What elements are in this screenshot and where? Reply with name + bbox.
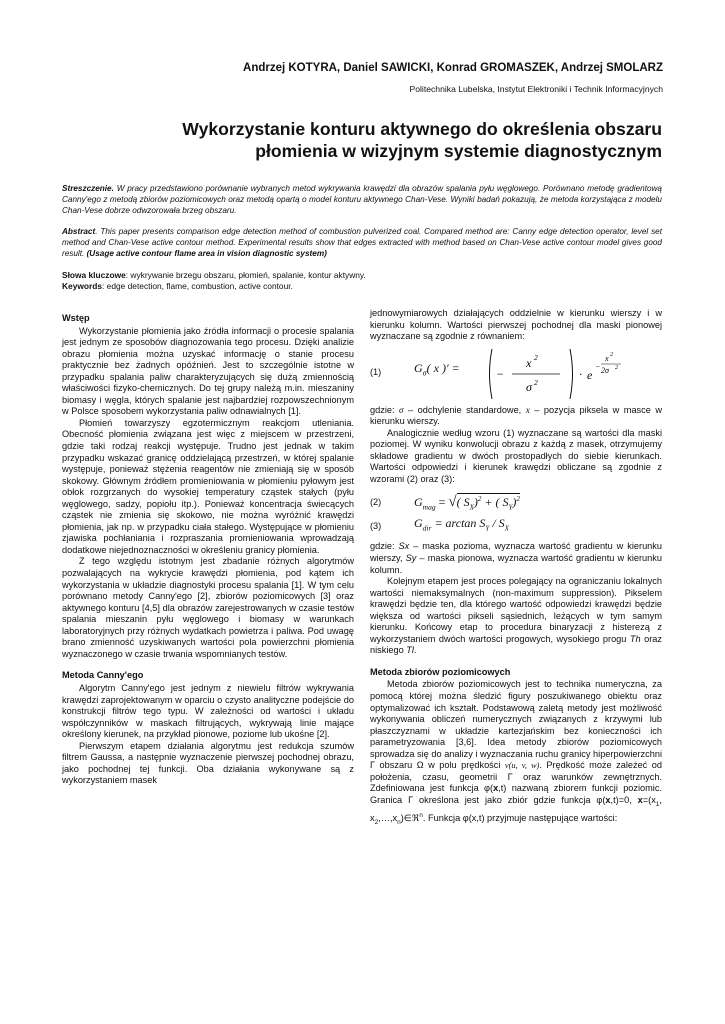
eq-exp-numerator-power: 2 xyxy=(610,351,613,358)
eq-symbol: G xyxy=(414,360,423,375)
paragraph: gdzie: σ – odchylenie standardowe, x – pozycja piksela w masce w kierunku wierszy. xyxy=(370,404,662,427)
streszczenie-label: Streszczenie. xyxy=(62,184,114,193)
keywords-en-label: Keywords xyxy=(62,281,103,291)
eq-exp-numerator: x xyxy=(605,353,609,363)
title-line-1: Wykorzystanie konturu aktywnego do określenia obszaru xyxy=(182,119,662,139)
eq-exp-denominator-power: 2 xyxy=(615,364,618,371)
eq-exp-denominator: 2σ xyxy=(601,365,609,375)
paragraph: jednowymiarowych działających oddzielnie w kierunku wierszy i w kierunku kolumn. Wartości pierwszej pochodnej dla maski pionowej wyznaczane są zgodnie z równaniem: xyxy=(370,308,662,342)
eq-subscript: σ xyxy=(422,368,427,378)
equation-number: (1) xyxy=(370,366,382,377)
equation-number: (2) xyxy=(370,497,382,508)
eq-numerator: x xyxy=(526,355,532,370)
paragraph: gdzie: Sx – maska pozioma, wyznacza wartość gradientu w kierunku wierszy, Sy – maska pionowa, wyznacza wartość gradientu w kierunku kolumn. xyxy=(370,541,662,575)
paragraph: Analogicznie według wzoru (1) wyznaczane są wartości dla maski poziomej. W wyniku konwolucji obrazu z każdą z masek, otrzymujemy składowe gradientu w dwóch prostopadłych do siebie kierunkach. Wartości odpowiedzi i kierunek krawędzi obliczane są zgodnie z wzorami (2) oraz (3): xyxy=(370,427,662,484)
abstract xyxy=(62,226,662,259)
eq-exp-base: e xyxy=(587,367,593,382)
paragraph: Algorytm Canny'ego jest jednym z niewielu filtrów wykrywania krawędzi zaprojektowanym w oparciu o czysto analityczne podejście do konstrukcji filtrów tego typu. W zależności od wartości i układu współczynników w maskach filtrujących, wykrywają linie mające określony kierunek, na przykład pionowe, poziome lub ukośne [2]. xyxy=(62,682,354,740)
equation-1-fraction xyxy=(486,345,646,403)
keywords-pl-text: : wykrywanie brzegu obszaru, płomień, spalanie, kontur aktywny. xyxy=(125,270,366,280)
eq-numerator-power: 2 xyxy=(534,352,538,362)
section-heading-canny: Metoda Canny'ego xyxy=(62,670,144,681)
keywords-pl xyxy=(62,270,662,281)
paragraph: Kolejnym etapem jest proces polegający na ograniczaniu lokalnych wartości niemaksymalnych (non-maximum suppression). Pikselem krawędzi będzie ten, dla którego wartość odpowiedzi krawędzi będzie większa od wartości pikseli sąsiednich, leżących w tym samym kierunku. Końcowy etap to procedura binaryzacji z histerezą z wykorzystaniem dwóch wartości progowych, wysokiego progu Th oraz niskiego Tl. xyxy=(370,576,662,656)
paragraph: Z tego względu istotnym jest zbadanie różnych algorytmów pozwalających na wykrycie krawędzi płomienia, pod kątem ich wykorzystania w układzie diagnostyki procesu spalania [1]. W tym celu porównano metody Canny'ego [2], zbiorów poziomicowych [3] oraz aktywnego konturu [4,5] dla obrazów zarejestrowanych w czasie testów spalania mieszanin pyłu węglowego i biomasy w warunkach laboratoryjnych przy różnych wydatkach powietrza i paliwa. Pod uwagę brano zmienność uzyskiwanych wartości pola powierzchni płomienia wyznaczonego w czasie trwania wspomnianych testów. xyxy=(62,556,354,659)
paragraph: Wykorzystanie płomienia jako źródła informacji o procesie spalania jest jednym ze sposobów diagnozowania tego procesu. Dzięki analizie obrazu płomienia można uzyskać informację o stanie procesu praktycznie bez żadnych opóźnień. Jest to szczególnie istotne w przypadku spalania paliw charakteryzujących się dużą zmiennością właściwości fizyko-chemicznych. Do tej grupy należą m.in. mieszaniny biomasy i węgla, których spalanie jest najbardziej rozpowszechnionym w Polsce sposobem wykorzystania paliw odnawialnych [1]. xyxy=(62,325,354,417)
eq-denominator-power: 2 xyxy=(534,377,538,387)
equation-2: (2) $G_{mag}$ = √( $S_X)^2$ + ( $S_Y)^2$ xyxy=(370,494,520,512)
eq-minus: − xyxy=(496,366,505,381)
equation-3: (3) $G_{dir} = \arctan S_Y / S_X$ xyxy=(370,516,509,533)
abstract-text: . This paper presents comparison edge detection method of combustion pulverized coal. Compared method are: Canny edge detection operator, level set method and Chan-Vese active contour method. Experimental results show that edges extracted with method based on Chan-Vese active contour model gives good result. xyxy=(62,227,662,258)
keywords-pl-label: Słowa kluczowe xyxy=(62,270,126,280)
title-line-2: płomienia w wizyjnym systemie diagnostycznym xyxy=(255,141,662,161)
keywords-en-text: : edge detection, flame, combustion, active contour. xyxy=(102,281,293,291)
section-heading-wstep: Wstęp xyxy=(62,313,90,323)
eq-text: ( x )' = xyxy=(426,360,460,375)
paragraph: Metoda zbiorów poziomicowych jest to technika numeryczna, za pomocą której można śledzić figury poszukiwanego obiektu oraz optymalizować ich kształt. Podstawową zaletą metody jest możliwość wykonywania obliczeń numerycznych związanych z krzywymi lub płaszczyznami w układzie kartezjańskim bez konieczności ich parametryzowania [3,6]. Idea metody zbiorów poziomicowych sprowadza się do analizy i wyznaczania ruchu granicy hiperpowierzchni Γ obszaru Ω w polu prędkości v(u, v, w). Prędkość może zależeć od położenia, czasu, geometrii Γ oraz warunków zewnętrznych. Zdefiniowana jest funkcja φ(x,t) nazwaną zbiorem funkcji poziomic. Granica Γ określona jest jako zbiór gdzie funkcja φ(x,t)=0, $x=(x_1$, $x_2,\dots,x_n)\in ℜ^n$. Funkcja φ(x,t) przyjmuje następujące wartości: xyxy=(370,679,662,827)
eq-denominator: σ xyxy=(526,379,532,394)
eq-dot: · xyxy=(579,366,582,381)
paragraph: Płomień towarzyszy egzotermicznym reakcjom utleniania. Obecność płomienia związana jest więc z miejscem w przestrzeni, gdzie taki rodzaj reakcji występuje. Trudno jest jednak w takim przypadku wskazać granicę oddzielającą przestrzeń, w której spalanie występuje, ponieważ stężenia reagentów nie zmieniają się w sposób skokowy. Głównym źródłem promieniowania w płomieniu pyłowym jest obłok rozgrzanych do wysokiej temperatury cząstek stałych (pyłu węglowego, sadzy, popiołu itp.). Ponieważ koncentracja świecących cząstek nie zmienia się skokowo, nie można wyróżnić krawędzi płomienia, jak np. w przypadku ciała stałego. Występujące w płomieniu zjawiska pochłaniania i rozpraszania promieniowania wprowadzają dodatkowe niejednoznaczności w określeniu granicy płomienia. xyxy=(62,417,354,555)
section-heading-level-set: Metoda zbiorów poziomicowych xyxy=(370,666,511,677)
equation-number: (3) xyxy=(370,521,382,532)
equation-1 xyxy=(370,343,662,405)
streszczenie-text: W pracy przedstawiono porównanie wybranych metod wykrywania krawędzi dla obrazów spalania pyłu węglowego. Porównano metodę gradientową Canny'ego z metodą zbiorów poziomicowych oraz metodą opartą o model konturu aktywnego Chan-Vese. Wyniki badań pokazują, że metoda korzystająca z modelu Chan-Vese dobrze odwzorowała brzeg obszaru. xyxy=(62,184,662,215)
streszczenie xyxy=(62,183,662,216)
authors: Andrzej KOTYRA, Daniel SAWICKI, Konrad GROMASZEK, Andrzej SMOLARZ xyxy=(243,62,663,74)
eq-exp-minus: − xyxy=(595,361,601,371)
abstract-english-title: (Usage active contour flame area in vision diagnostic system) xyxy=(86,249,327,258)
paragraph: Pierwszym etapem działania algorytmu jest redukcja szumów filtrem Gaussa, a następnie wyznaczenie pierwszej pochodnej obrazu, jako pochodnej tej funkcji. Oba działania wykonywane są z wykorzystaniem masek xyxy=(62,740,354,786)
paper-title xyxy=(62,118,662,162)
right-column xyxy=(370,308,662,829)
left-column xyxy=(62,313,354,787)
abstract-label: Abstract xyxy=(62,227,96,236)
keywords-en xyxy=(62,281,662,292)
affiliation: Politechnika Lubelska, Instytut Elektroniki i Technik Informacyjnych xyxy=(409,84,663,94)
